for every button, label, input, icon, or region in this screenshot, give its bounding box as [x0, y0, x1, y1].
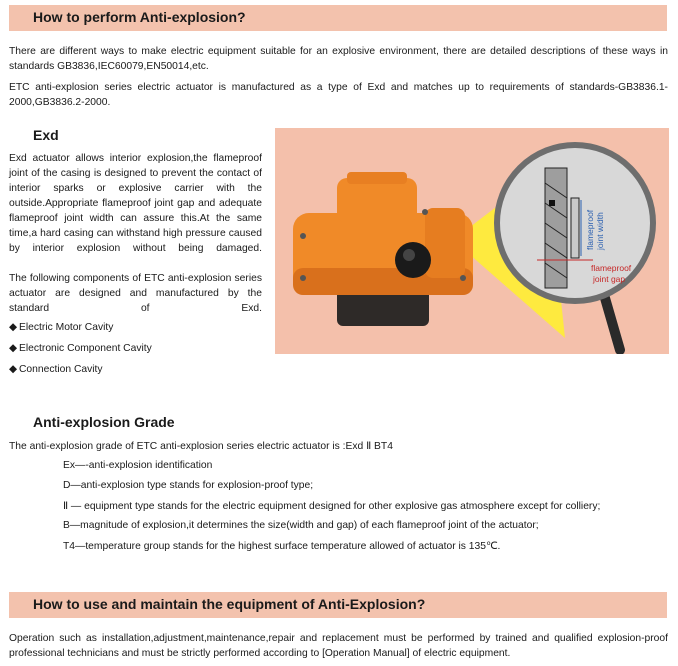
- grade-definition: B—magnitude of explosion,it determines the size(width and gap) of each flameproof joint of the actuator;: [63, 520, 539, 531]
- bolt: [300, 233, 306, 239]
- bullet-label: Electronic Component Cavity: [19, 343, 152, 354]
- section-title: How to use and maintain the equipment of Anti-Explosion?: [33, 596, 426, 612]
- section-banner-use-maintain: [9, 592, 667, 618]
- diamond-icon: ◆: [9, 343, 17, 354]
- etc-paragraph: ETC anti-explosion series electric actuator is manufactured as a type of Exd and matches up to requirements of standards-GB3836.1-2000,GB3836.2-2000.: [9, 82, 668, 108]
- exd-components-intro: The following components of ETC anti-explosion series actuator are designed and manufactured by the standard of Exd.: [9, 273, 262, 314]
- joint-gap-label: flameproof: [591, 263, 632, 273]
- grade-definition: D—anti-explosion type stands for explosion-proof type;: [63, 480, 314, 491]
- bolt: [422, 209, 428, 215]
- handwheel-knob-highlight: [403, 249, 415, 261]
- joint-width-label: flameproof: [585, 209, 595, 250]
- magnifier-handle: [605, 298, 620, 350]
- exd-heading: Exd: [33, 127, 59, 143]
- grade-intro: The anti-explosion grade of ETC anti-explosion series electric actuator is :Exd Ⅱ BT4: [9, 441, 393, 452]
- bullet-item: [9, 342, 152, 354]
- joint-width-label-2: joint width: [595, 212, 605, 250]
- diamond-icon: ◆: [9, 364, 17, 375]
- actuator-side-cover: [425, 208, 465, 278]
- actuator-top-cap: [347, 172, 407, 184]
- joint-gap-label-2: joint gap: [593, 274, 626, 284]
- bullet-item: [9, 321, 113, 333]
- handwheel-knob: [395, 242, 431, 278]
- actuator-illustration: [275, 128, 669, 354]
- grade-definition: Ex—-anti-explosion identification: [63, 460, 213, 471]
- grade-heading: Anti-explosion Grade: [33, 414, 175, 430]
- actuator-top-housing: [337, 178, 417, 223]
- diamond-icon: ◆: [9, 322, 17, 333]
- section-title: How to perform Anti-explosion?: [33, 9, 246, 25]
- intro-paragraph: There are different ways to make electric equipment suitable for an explosive environment, there are detailed descriptions of these ways in standards GB3836,IEC60079,EN50014,etc.: [9, 46, 668, 72]
- bullet-label: Electric Motor Cavity: [19, 322, 114, 333]
- bullet-item: [9, 363, 103, 375]
- maintenance-paragraph: Operation such as installation,adjustment,maintenance,repair and replacement must be performed by trained and qualified explosion-proof professional technicians and must be strictly performed according to [Operation Manual] of electric equipment.: [9, 633, 668, 659]
- exd-description: Exd actuator allows interior explosion,the flameproof joint of the casing is designed to prevent the contact of interior sparks or explosive carrier with the outside.Appropriate flameproof joint gap and adequate flameproof joint width can assure this.At the same time,a hard casing can withstand high pressure caused by interior explosion without being damaged.: [9, 153, 262, 254]
- grade-definition: Ⅱ — equipment type stands for the electric equipment designed for other explosive gas atmosphere except for colliery;: [63, 501, 601, 512]
- section-banner-anti-explosion: [9, 5, 667, 31]
- actuator-magnifier-graphic: [275, 128, 669, 354]
- bolt: [460, 275, 466, 281]
- bolt: [300, 275, 306, 281]
- grade-definition: T4—temperature group stands for the highest surface temperature allowed of actuator is 135℃.: [63, 541, 501, 552]
- bullet-label: Connection Cavity: [19, 364, 103, 375]
